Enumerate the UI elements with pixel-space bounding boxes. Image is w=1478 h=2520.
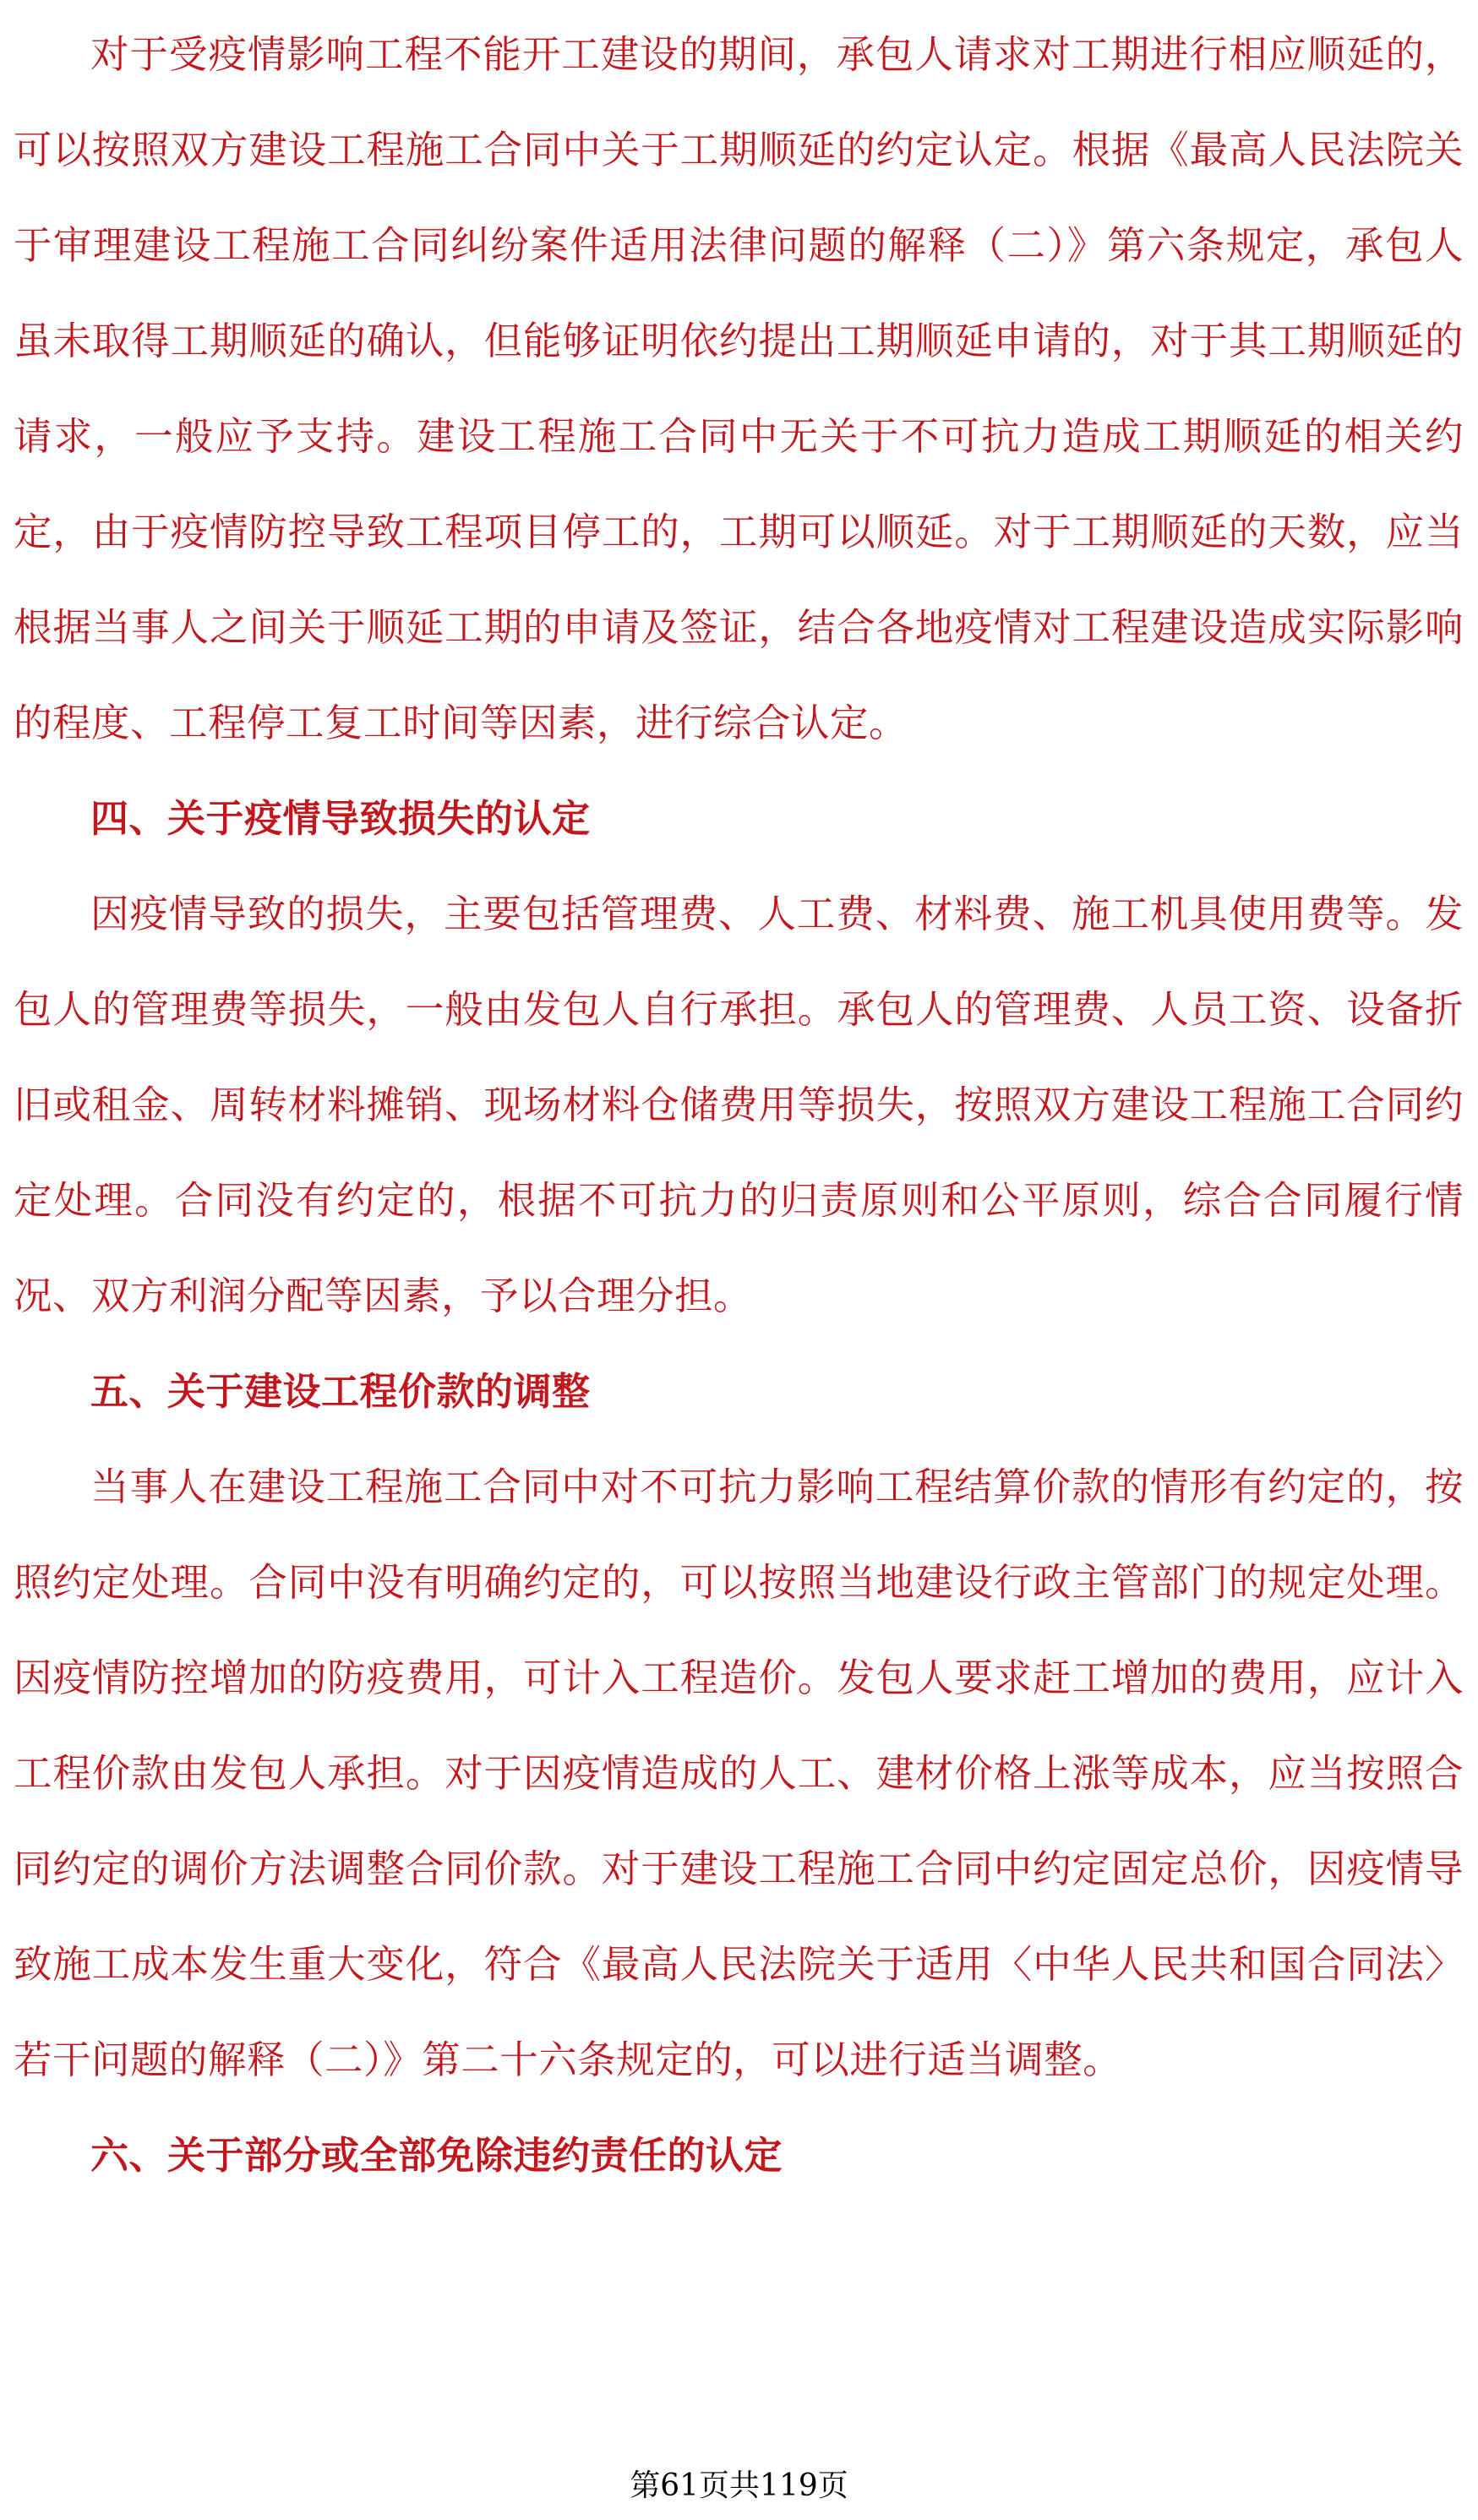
paragraph-construction-period-extension: 对于受疫情影响工程不能开工建设的期间，承包人请求对工期进行相应顺延的，可以按照双方建设工程施工合同中关于工期顺延的约定认定。根据《最高人民法院关于审理建设工程施工合同纠纷案件适用法律问题的解释（二）》第六条规定，承包人虽未取得工期顺延的确认，但能够证明依约提出工期顺延申请的，对于其工期顺延的请求，一般应予支持。建设工程施工合同中无关于不可抗力造成工期顺延的相关约定，由于疫情防控导致工程项目停工的，工期可以顺延。对于工期顺延的天数，应当根据当事人之间关于顺延工期的申请及签证，结合各地疫情对工程建设造成实际影响的程度、工程停工复工时间等因素，进行综合认定。 bbox=[14, 32, 1464, 745]
page-number-footer: 第61页共119页 bbox=[630, 2468, 848, 2503]
document-page bbox=[14, 7, 1464, 2203]
section-heading-4: 四、关于疫情导致损失的认定 bbox=[90, 796, 591, 841]
paragraph-price-adjustment: 当事人在建设工程施工合同中对不可抗力影响工程结算价款的情形有约定的，按照约定处理。合同中没有明确约定的，可以按照当地建设行政主管部门的规定处理。因疫情防控增加的防疫费用，可计入工程造价。发包人要求赶工增加的费用，应计入工程价款由发包人承担。对于因疫情造成的人工、建材价格上涨等成本，应当按照合同约定的调价方法调整合同价款。对于建设工程施工合同中约定固定总价，因疫情导致施工成本发生重大变化，符合《最高人民法院关于适用〈中华人民共和国合同法〉若干问题的解释（二）》第二十六条规定的，可以进行适当调整。 bbox=[14, 1465, 1464, 2082]
section-heading-5: 五、关于建设工程价款的调整 bbox=[90, 1369, 591, 1414]
section-heading-6: 六、关于部分或全部免除违约责任的认定 bbox=[90, 2133, 783, 2178]
paragraph-loss-determination: 因疫情导致的损失，主要包括管理费、人工费、材料费、施工机具使用费等。发包人的管理费等损失，一般由发包人自行承担。承包人的管理费、人员工资、设备折旧或租金、周转材料摊销、现场材料仓储费用等损失，按照双方建设工程施工合同约定处理。合同没有约定的，根据不可抗力的归责原则和公平原则，综合合同履行情况、双方利润分配等因素，予以合理分担。 bbox=[14, 892, 1464, 1318]
